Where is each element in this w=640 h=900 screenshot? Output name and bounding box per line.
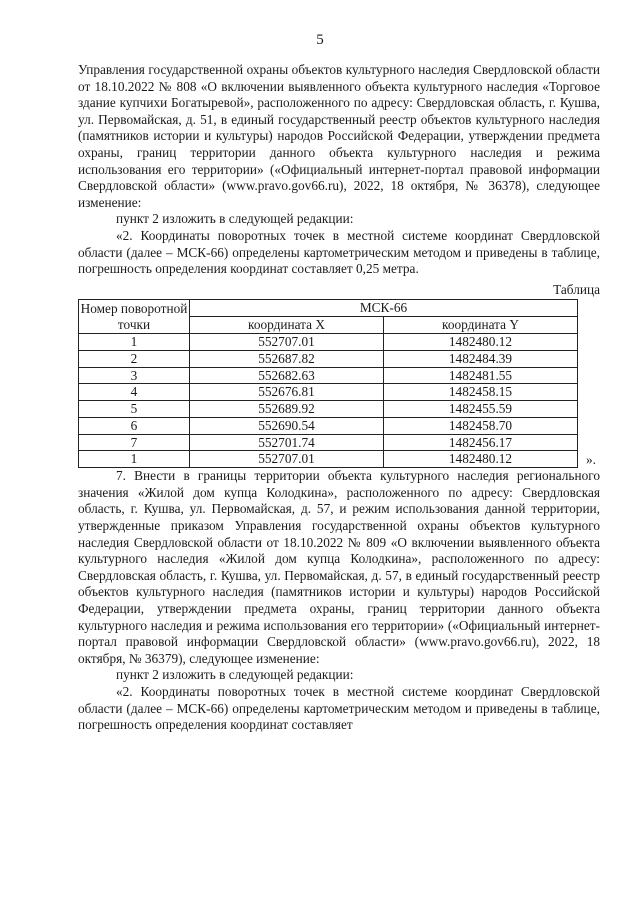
cell-x: 552707.01 [190, 333, 384, 350]
cell-x: 552676.81 [190, 384, 384, 401]
table-row [79, 333, 578, 350]
cell-x: 552682.63 [190, 367, 384, 384]
cell-point: 6 [79, 417, 190, 434]
document-body [78, 62, 600, 734]
cell-x: 552701.74 [190, 434, 384, 451]
item7-paragraph: 7. Внести в границы территории объекта культурного наследия регионального значения «Жилой дом купца Колодкина», расположенного по адресу: Свердловская область, г. Кушва, ул. Первомайская, д. 57, и режим использования данной территории, утвержденные приказом Управления государственной охраны объектов культурного наследия Свердловской области от 18.10.2022 № 809 «О включении выявленного объекта культурного наследия «Жилой дом купца Колодкина», расположенного по адресу: Свердловская область, г. Кушва, ул. Первомайская, д. 57, в единый государственный реестр объектов культурного наследия (памятников истории и культуры) народов Российской Федерации, утверждении предмета охраны, границ территории данного объекта культурного наследия и режима использования его территории» («Официальный интернет-портал правовой информации Свердловской области» (www.pravo.gov66.ru), 2022, 18 октября, № 36379), следующее изменение: [78, 468, 600, 666]
cell-y: 1482480.12 [384, 333, 578, 350]
table-row [79, 401, 578, 418]
table-row [79, 384, 578, 401]
table-row [79, 434, 578, 451]
cell-point: 3 [79, 367, 190, 384]
cell-point: 4 [79, 384, 190, 401]
table-row [79, 451, 578, 468]
header-coordinate-system: МСК-66 [190, 300, 578, 317]
cell-point: 7 [79, 434, 190, 451]
cell-y: 1482480.12 [384, 451, 578, 468]
cell-y: 1482481.55 [384, 367, 578, 384]
cell-point: 1 [79, 333, 190, 350]
intro-paragraph: Управления государственной охраны объектов культурного наследия Свердловской области от 18.10.2022 № 808 «О включении выявленного объекта культурного наследия «Торговое здание купчихи Богатыревой», расположенного по адресу: Свердловская область, г. Кушва, ул. Первомайская, д. 51, в единый государственный реестр объектов культурного наследия (памятников истории и культуры) народов Российской Федерации, утверждении предмета охраны, границ территории данного объекта культурного наследия и режима использования его территории» («Официальный интернет-портал правовой информации Свердловской области» (www.pravo.gov66.ru), 2022, 18 октября, № 36378), следующее изменение: [78, 62, 600, 210]
table-caption: Таблица [553, 281, 600, 297]
item2-text-1: «2. Координаты поворотных точек в местной системе координат Свердловской области (далее – МСК-66) определены картометрическим методом и приведены в таблице, погрешность определения координат составляет 0,25 метра. [78, 227, 600, 277]
table-row [79, 350, 578, 367]
cell-x: 552689.92 [190, 401, 384, 418]
header-y: координата Y [384, 317, 578, 334]
cell-x: 552687.82 [190, 350, 384, 367]
cell-point: 5 [79, 401, 190, 418]
cell-x: 552707.01 [190, 451, 384, 468]
coordinates-table [78, 299, 578, 468]
cell-y: 1482484.39 [384, 350, 578, 367]
table-row [79, 417, 578, 434]
item2-text-2: «2. Координаты поворотных точек в местной системе координат Свердловской области (далее – МСК-66) определены картометрическим методом и приведены в таблице, погрешность определения координат составляет [78, 684, 600, 733]
header-x: координата X [190, 317, 384, 334]
table-row [79, 367, 578, 384]
page-number: 5 [316, 32, 324, 48]
header-point-number: Номер поворотной точки [79, 300, 190, 334]
cell-point: 2 [79, 350, 190, 367]
cell-y: 1482458.15 [384, 384, 578, 401]
cell-y: 1482456.17 [384, 434, 578, 451]
coordinates-table-wrapper [78, 299, 600, 468]
item2-label-2: пункт 2 изложить в следующей редакции: [116, 667, 354, 683]
cell-y: 1482455.59 [384, 401, 578, 418]
cell-point: 1 [79, 451, 190, 468]
item2-label-1: пункт 2 изложить в следующей редакции: [116, 211, 354, 227]
cell-x: 552690.54 [190, 417, 384, 434]
closing-quote: ». [586, 451, 596, 467]
cell-y: 1482458.70 [384, 417, 578, 434]
